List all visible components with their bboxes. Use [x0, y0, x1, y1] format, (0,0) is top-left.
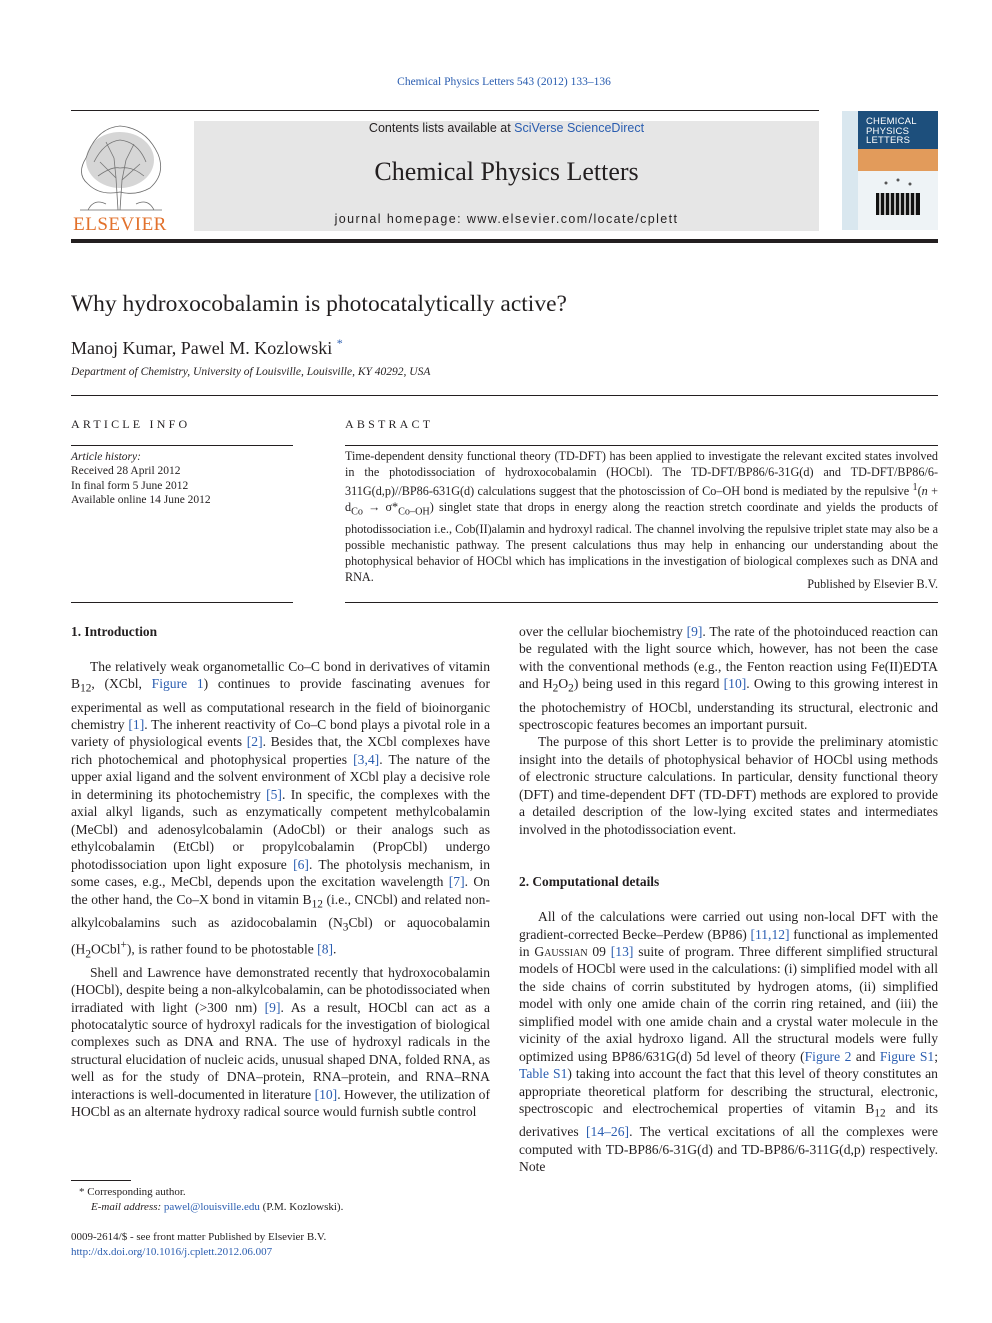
email-label: E-mail address: [91, 1201, 162, 1213]
journal-cover[interactable] [842, 111, 938, 230]
cover-graphic-icon [858, 171, 938, 230]
cover-panel [858, 171, 938, 230]
header-thick-rule [71, 239, 938, 243]
cover-title-line: CHEMICAL [866, 116, 917, 127]
header-rule [71, 110, 819, 111]
sciencedirect-link[interactable]: SciVerse ScienceDirect [514, 121, 645, 135]
body-paragraph: The relatively weak organometallic Co–C bond in derivatives of vitamin $B_{12}$, (XCbl, Figure 1) continues to provide fascinating avenues for experimental as well as computational research in the field of bioinorganic chemistry [1]. The inherent reactivity of Co–C bond plays a pivotal role in a variety of physiological events [2]. Besides that, the XCbl complexes have rich photochemical and photophysical properties [3,4]. The nature of the upper axial ligand and the solvent environment of XCbl play a decisive role in determining its photochemistry [5]. In specific, the complexes with the axial alkyl ligands, such as enzymatically competent methylcobalamin (MeCbl) and adenosylcobalamin (AdoCbl) or their analogs such as ethylcobalamin (EtCbl) or propylcobalamin (PropCbl) undergo photodissociation upon light exposure [6]. The photolysis mechanism, in some cases, e.g., MeCbl, depends upon the excitation wavelength [7]. On the other hand, the Co–X bond in vitamin $B_{12}$ (i.e., CNCbl) and related non-alkylcobalamins such as azidocobalamin $(N_3Cbl)$ or aquocobalamin $(H_2OCbl^+)$, is rather found to be photostable [8]. [71, 658, 490, 961]
article-history [71, 450, 211, 507]
body-paragraph: All of the calculations were carried out using non-local DFT with the gradient-corrected Becke–Perdew (BP86) [11,12] functional as implemented in Gaussian 09 [13] suite of program. Three different simplified structural models of HOCbl were used in the calculations: (i) simplified model with all the side chains of corrin substituted by hydrogen atoms, (ii) simplified model with only one amide chain of the corrin ring retained, and (iii) the simplified model with one amide chain and a crystal water molecule in the vicinity of the axial hydroxo ligand. All the structural models were fully optimized using BP86/631G(d) 5d level of theory (Figure 2 and Figure S1; Table S1) taking into account the fact that this level of theory constitutes an appropriate theoretical platform for describing the structural, electronic, spectroscopic and electrochemical properties of vitamin $B_{12}$ and its derivatives [14–26]. The vertical excitations of all the complexes were computed with TD-BP86/6-31G(d) and TD-BP86/6-311G(d,p) respectively. Note [519, 909, 938, 1175]
footnote-rule [71, 1180, 131, 1181]
info-rule-bottom [71, 602, 293, 603]
publisher-line: Published by Elsevier B.V. [807, 577, 938, 591]
doi-link[interactable]: http://dx.doi.org/10.1016/j.cplett.2012.06.007 [71, 1246, 273, 1258]
email-link[interactable]: pawel@louisville.edu [163, 1201, 260, 1213]
computational-heading: 2. Computational details [519, 874, 660, 890]
footnote: * Corresponding author. E-mail address: pawel@louisville.edu (P.M. Kozlowski). [79, 1186, 344, 1213]
received-date: Received 28 April 2012 [71, 465, 181, 478]
final-form-date: In final form 5 June 2012 [71, 479, 189, 492]
email-suffix: (P.M. Kozlowski). [262, 1201, 344, 1213]
journal-homepage[interactable]: journal homepage: www.elsevier.com/locate/cplett [334, 212, 679, 226]
body-paragraph: Shell and Lawrence have demonstrated recently that hydroxocobalamin (HOCbl), despite being a non-alkylcobalamin, can be photodissociated when irradiated with light (>300 nm) [9]. As a result, HOCbl can act as a photocatalytic source of hydroxyl radicals for the investigation of biological complexes such as DNA and RNA. The use of hydroxyl radicals in the structural elucidation of nucleic acids, unusual shaped DNA, folded RNA, as well as for the study of DNA–protein, RNA–protein, and RNA–RNA interactions is well-documented in literature [10]. However, the utilization of HOCbl as an alternate hydroxy radical source would furnish subtle control [71, 964, 490, 1120]
body-column-left [71, 623, 490, 1121]
contents-prefix: Contents lists available at [368, 121, 515, 135]
section-rule [71, 395, 938, 396]
affiliation: Department of Chemistry, University of Louisville, Louisville, KY 40292, USA [71, 366, 431, 378]
body-paragraph: The purpose of this short Letter is to provide the preliminary atomistic insight into the details of photophysical behavior of HOCbl using methods of electronic structure calculations. In particular, density functional theory (DFT) and time-dependent DFT (TD-DFT) methods are explored to provide a detailed description of the low-lying excited states and intermediates involved in the photodissociation event. [519, 734, 938, 837]
abstract-rule [345, 445, 938, 446]
elsevier-logo[interactable] [66, 118, 174, 236]
online-date: Available online 14 June 2012 [71, 493, 211, 506]
intro-heading: 1. Introduction [71, 624, 158, 639]
body-column-right [519, 623, 938, 1176]
journal-reference[interactable]: Chemical Physics Letters 543 (2012) 133–136 [397, 76, 611, 88]
elsevier-wordmark: ELSEVIER [73, 214, 167, 235]
article-title: Why hydroxocobalamin is photocatalytically active? [71, 291, 567, 317]
authors [71, 336, 343, 359]
abstract-text: Time-dependent density functional theory (TD-DFT) has been applied to investigate the relevant excited states involved in the photodissociation of hydroxocobalamin (HOCbl). The TD-DFT/BP86/6-31G(d) and TD-DFT/BP86/6-311G(d,p)//BP86-631G(d) calculations suggest that the photoscission of Co–OH bond is mediated by the repulsive $^1(n + d_{Co} \to \sigma*_{Co-OH})$ singlet state that drops in energy along the reaction stretch coordinate and yields the products of photodissociation i.e., Cob(II)alamin and hydroxyl radical. The channel involving the repulsive triplet state may also be a possible mechanistic pathway. The present calculations thus may help in enhancing our understanding about the photophysical behavior of HOCbl which has implications in the investigation of biological complexes such as DNA and RNA. [345, 449, 938, 584]
history-label: Article history: [71, 451, 141, 463]
body-paragraph: over the cellular biochemistry [9]. The rate of the photoinduced reaction can be regulated with the light source which, however, has not been the case with the conventional methods (e.g., the Fenton reaction using Fe(II)EDTA and $H_2O_2$) being used in this regard [10]. Owing to this growing interest in the photochemistry of HOCbl, understanding its structural, electronic and spectroscopic features becomes an important pursuit. [519, 624, 939, 732]
issn-line: 0009-2614/$ - see front matter Published by Elsevier B.V. [71, 1231, 327, 1243]
cover-title [866, 117, 917, 146]
copyright-block [71, 1230, 326, 1260]
cover-title-line: PHYSICS [866, 125, 910, 137]
journal-title: Chemical Physics Letters [374, 157, 639, 186]
article-info-heading: ARTICLE INFO [71, 417, 191, 431]
author-names: Manoj Kumar, Pawel M. Kozlowski [71, 338, 333, 358]
elsevier-tree-icon [66, 118, 174, 236]
corresponding-author-note: Corresponding author. [87, 1186, 186, 1198]
info-rule [71, 445, 293, 446]
abstract-rule-bottom [345, 602, 938, 603]
cover-stripe [842, 111, 858, 230]
contents-line [194, 121, 819, 135]
corresponding-author-mark[interactable]: * [336, 336, 343, 350]
cover-title-line: LETTERS [866, 135, 911, 146]
cover-band [858, 149, 938, 171]
abstract-heading: ABSTRACT [345, 417, 434, 431]
